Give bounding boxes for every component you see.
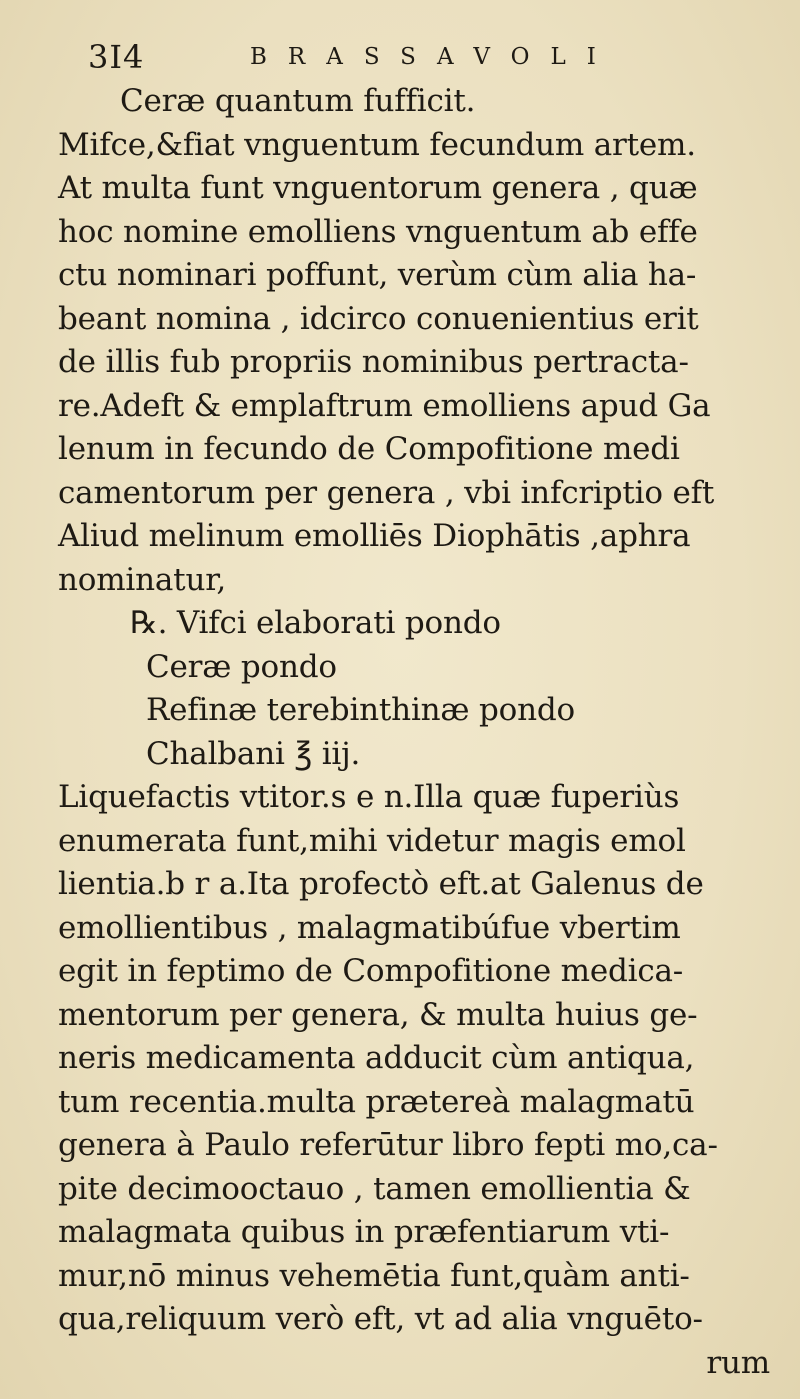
text-line: pite decimooctauo , tamen emollientia &: [58, 1170, 691, 1207]
text-line: qua,reliquum verò eft, vt ad alia vnguēto-: [58, 1301, 703, 1337]
page-number: 3I4: [88, 38, 145, 76]
catchword-line: [58, 1342, 798, 1386]
text-line: de illis fub propriis nominibus pertracta-: [58, 344, 689, 380]
body-text: [58, 80, 798, 1385]
text-line: Mifce,&fiat vnguentum fecundum artem.: [58, 126, 696, 163]
text-line: ℞. Vifci elaborati pondo: [130, 605, 501, 641]
text-line: emollientibus , malagmatibúfue vbertim: [58, 909, 681, 946]
text-line: At multa funt vnguentorum genera , quæ: [58, 170, 698, 206]
text-line: beant nomina , idcirco conuenientius erit: [58, 300, 699, 337]
text-line: lientia.b r a.Ita profectò eft.at Galenus de: [58, 866, 704, 902]
text-line: ctu nominari poffunt, verùm cùm alia ha-: [58, 257, 697, 293]
text-line: mentorum per genera, & multa huius ge-: [58, 996, 698, 1033]
text-line: egit in feptimo de Compofitione medica-: [58, 953, 684, 989]
text-line: Liquefactis vtitor.s e n.Illa quæ fuperiùs: [58, 779, 680, 815]
text-line: Aliud melinum emolliēs Diophātis ,aphra: [58, 518, 691, 554]
text-line: Ceræ quantum fufficit.: [120, 83, 476, 119]
text-line: Ceræ pondo: [146, 648, 337, 685]
text-line: re.Adeft & emplaftrum emolliens apud Ga: [58, 387, 711, 424]
text-line: lenum in fecundo de Compofitione medi: [58, 431, 680, 467]
text-line: tum recentia.multa prætereà malagmatū: [58, 1083, 695, 1120]
text-line: genera à Paulo referūtur libro fepti mo,ca-: [58, 1127, 718, 1163]
text-line: malagmata quibus in præfentiarum vti-: [58, 1214, 670, 1250]
catchword: rum: [706, 1344, 770, 1381]
running-head: BRASSAVOLI: [250, 44, 617, 70]
text-line: nominatur,: [58, 561, 227, 598]
text-line: Chalbani ℥ iij.: [146, 735, 361, 772]
text-line: hoc nomine emolliens vnguentum ab effe: [58, 213, 698, 250]
text-line: enumerata funt,mihi videtur magis emol: [58, 822, 686, 859]
text-line: camentorum per genera , vbi infcriptio eft: [58, 474, 715, 511]
page-header: [88, 38, 728, 78]
text-line: mur,nō minus vehemētia funt,quàm anti-: [58, 1257, 690, 1294]
text-line: neris medicamenta adducit cùm antiqua,: [58, 1040, 695, 1076]
text-line: Refinæ terebinthinæ pondo: [146, 692, 576, 728]
